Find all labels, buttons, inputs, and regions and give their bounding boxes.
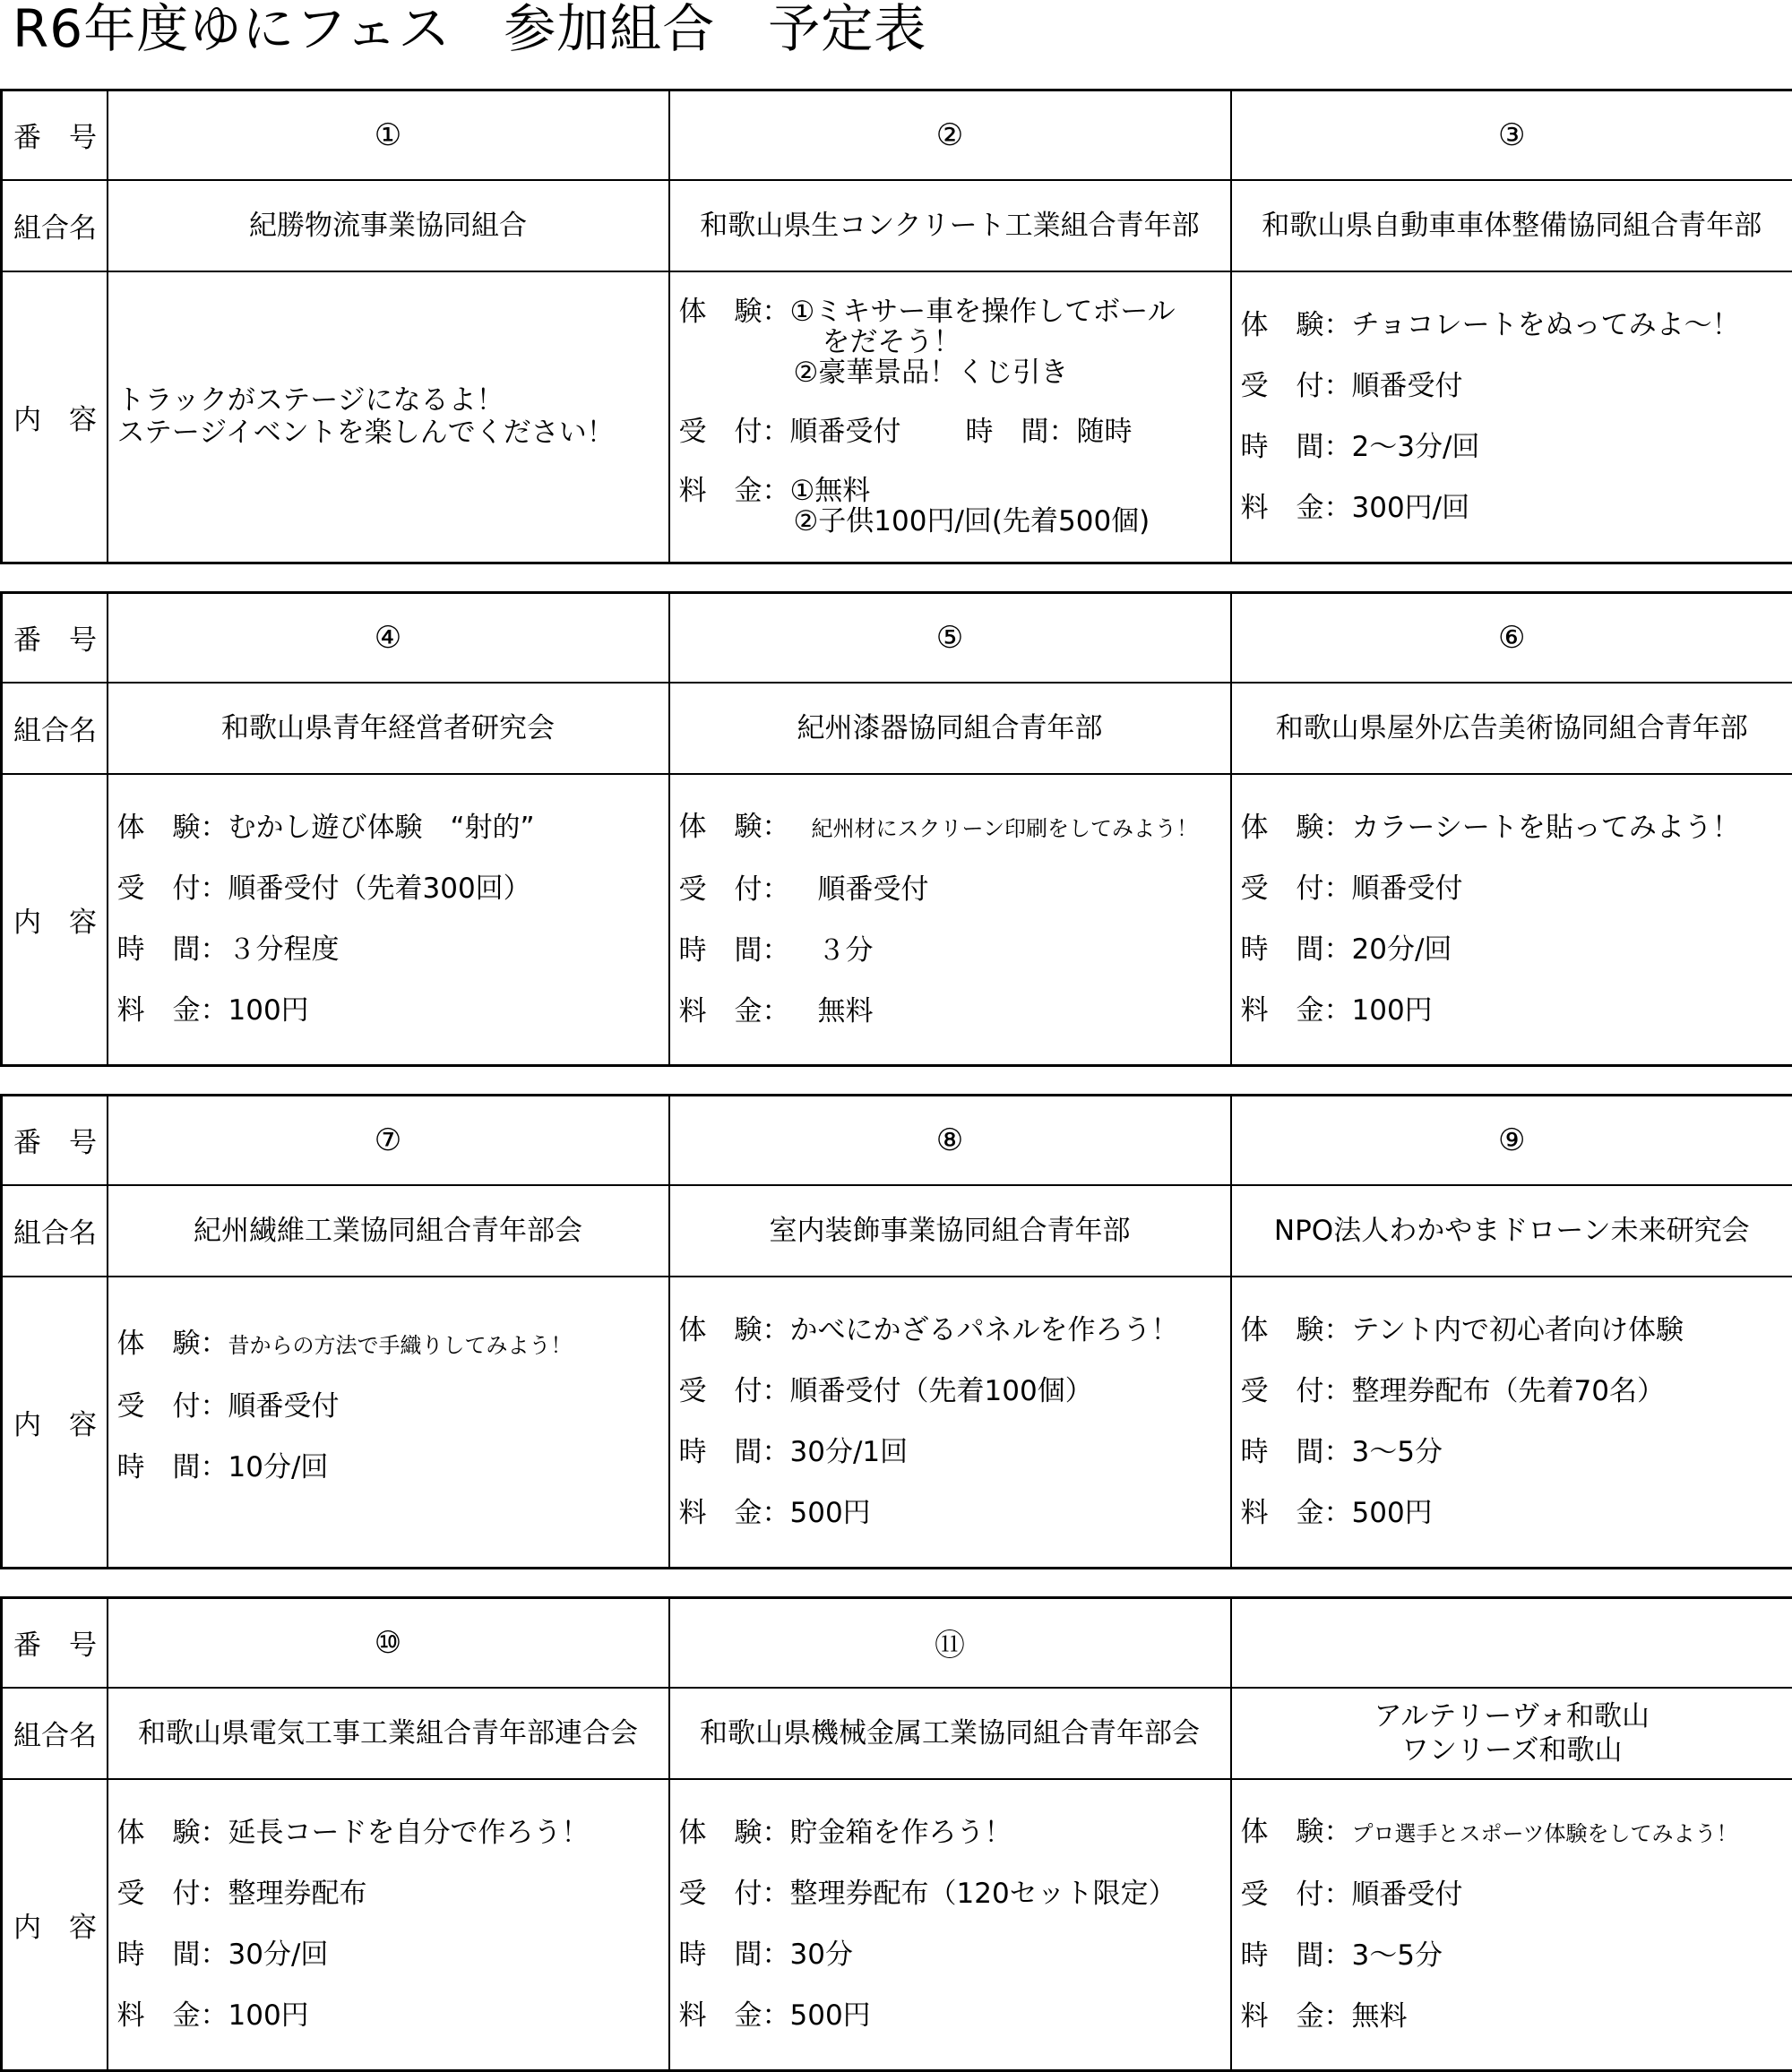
time-line: [1241, 1925, 1792, 1986]
experience-key: 体 験：: [678, 1817, 790, 1850]
time-value: ３分: [789, 934, 874, 967]
reception-line: [679, 1361, 1230, 1422]
content-cell: [1231, 271, 1792, 563]
reception-key: 受 付：: [1240, 1375, 1352, 1408]
fee-value: 100円: [1351, 994, 1433, 1027]
reception-key: 受 付：: [116, 873, 228, 906]
time-key: 時 間：: [965, 416, 1077, 449]
reception-value: 順番受付: [789, 416, 901, 449]
fee-value: ①無料: [789, 475, 871, 508]
fee-value: ②子供100円/回(先着500個): [793, 505, 1150, 538]
fee-line: [1241, 1986, 1792, 2047]
time-value: 3～5分: [1351, 1436, 1443, 1469]
experience-key: 体 験：: [1240, 309, 1352, 342]
reception-value: 整理券配布: [228, 1878, 367, 1911]
reception-line: [117, 1376, 668, 1437]
time-key: 時 間：: [1240, 933, 1352, 967]
fee-line: [1241, 1483, 1792, 1543]
experience-value: かべにかざるパネルを作ろう！: [789, 1314, 1179, 1347]
content-cell: [108, 1277, 669, 1569]
time-line: [117, 1924, 668, 1985]
time-value: 10分/回: [228, 1450, 329, 1483]
experience-key: 体 験：: [116, 812, 228, 845]
experience-line: [117, 1802, 668, 1863]
experience-line: [679, 297, 1230, 327]
number-label: 番 号: [2, 90, 108, 180]
fee-line: [1241, 477, 1792, 538]
reception-value: 順番受付: [1351, 1879, 1463, 1912]
time-line: [1241, 919, 1792, 980]
content-cell: [669, 1779, 1231, 2071]
number-label: 番 号: [2, 593, 108, 683]
number-row: [2, 1096, 1792, 1185]
experience-value: テント内で初心者向け体験: [1351, 1314, 1684, 1347]
time-value: 30分: [789, 1939, 853, 1972]
reception-key: 受 付：: [678, 416, 790, 449]
association-name-line: アルテリーヴォ和歌山: [1374, 1699, 1650, 1732]
content-cell: [108, 271, 669, 563]
time-line: [679, 920, 1230, 981]
name-row: [2, 1688, 1792, 1779]
time-value: 30分/回: [228, 1939, 329, 1972]
experience-value: 貯金箱を作ろう！: [789, 1817, 1012, 1850]
experience-line: [1241, 797, 1792, 858]
association-name: [1231, 1688, 1792, 1779]
fee-key: 料 金：: [678, 995, 790, 1028]
reception-key: 受 付：: [1240, 370, 1352, 403]
name-label: 組合名: [2, 180, 108, 271]
fee-value: 無料: [789, 995, 874, 1028]
entry-number: ⑤: [669, 593, 1231, 683]
association-name: 和歌山県電気工事工業組合青年部連合会: [108, 1688, 669, 1779]
entry-number: ⑩: [108, 1598, 669, 1688]
entry-number: ⑪: [669, 1598, 1231, 1688]
content-label: 内 容: [2, 1277, 108, 1569]
reception-line: [117, 1863, 668, 1924]
reception-key: 受 付：: [678, 1878, 790, 1911]
reception-value: 順番受付（先着300回）: [228, 873, 531, 906]
reception-line: [679, 1863, 1230, 1924]
name-row: [2, 180, 1792, 271]
fee-value: 300円/回: [1351, 492, 1470, 525]
experience-value: ②豪華景品！くじ引き: [793, 357, 1069, 390]
experience-line: [1241, 1300, 1792, 1361]
experience-value: をだそう！: [822, 326, 961, 359]
time-value: 30分/1回: [789, 1436, 909, 1469]
time-line: [1241, 417, 1792, 477]
association-name: 和歌山県屋外広告美術協同組合青年部: [1231, 683, 1792, 774]
experience-line-cont: [679, 327, 1230, 357]
experience-line: [117, 797, 668, 858]
experience-key: 体 験：: [678, 296, 790, 329]
experience-key: 体 験：: [116, 1817, 228, 1850]
content-cell: [108, 1779, 669, 2071]
fee-value: 無料: [1351, 2000, 1408, 2033]
content-line: ステージイベントを楽しんでください！: [116, 417, 615, 450]
time-value: 2～3分/回: [1351, 431, 1480, 464]
reception-value: 整理券配布（120セット限定）: [789, 1878, 1176, 1911]
experience-line: [117, 1313, 668, 1376]
reception-line: [117, 858, 668, 919]
entry-number: ③: [1231, 90, 1792, 180]
time-key: 時 間：: [116, 1939, 228, 1972]
experience-value: 延長コードを自分で作ろう！: [228, 1817, 590, 1850]
content-label: 内 容: [2, 774, 108, 1066]
number-row: [2, 593, 1792, 683]
experience-key: 体 験：: [678, 811, 790, 844]
time-key: 時 間：: [116, 1450, 228, 1483]
fee-line-2: [679, 506, 1230, 537]
fee-key: 料 金：: [1240, 492, 1352, 525]
fee-line: [679, 1483, 1230, 1543]
experience-value: カラーシートを貼ってみよう！: [1351, 812, 1740, 845]
reception-key: 受 付：: [678, 873, 790, 907]
content-cell: [669, 1277, 1231, 1569]
schedule-table-1: [0, 89, 1792, 564]
number-row: [2, 1598, 1792, 1688]
experience-value: ①ミキサー車を操作してボール: [789, 296, 1176, 329]
reception-value: 順番受付（先着100個）: [789, 1375, 1093, 1408]
fee-key: 料 金：: [1240, 2000, 1352, 2033]
entry-number: ⑦: [108, 1096, 669, 1185]
time-line: [1241, 1422, 1792, 1483]
time-key: 時 間：: [1240, 1436, 1352, 1469]
content-row: [2, 271, 1792, 563]
association-name: 室内装飾事業協同組合青年部: [669, 1185, 1231, 1277]
reception-line: [679, 859, 1230, 920]
experience-line: [1241, 295, 1792, 356]
entry-number: ④: [108, 593, 669, 683]
reception-value: 整理券配布（先着70名）: [1351, 1375, 1665, 1408]
experience-key: 体 験：: [116, 1327, 228, 1360]
experience-value: 昔からの方法で手織りしてみよう！: [228, 1332, 573, 1358]
experience-value: プロ選手とスポーツ体験をしてみよう！: [1351, 1821, 1738, 1847]
fee-line: [679, 981, 1230, 1042]
reception-key: 受 付：: [1240, 873, 1352, 906]
time-key: 時 間：: [678, 1436, 790, 1469]
fee-key: 料 金：: [116, 1999, 228, 2033]
time-key: 時 間：: [678, 1939, 790, 1972]
experience-key: 体 験：: [1240, 1816, 1352, 1849]
experience-value: チョコレートをぬってみよ～！: [1351, 309, 1740, 342]
time-line: [679, 1422, 1230, 1483]
content-cell: [1231, 774, 1792, 1066]
content-label: 内 容: [2, 1779, 108, 2071]
association-name: 和歌山県機械金属工業協同組合青年部会: [669, 1688, 1231, 1779]
number-label: 番 号: [2, 1598, 108, 1688]
content-cell: [669, 774, 1231, 1066]
content-row: [2, 774, 1792, 1066]
content-label: 内 容: [2, 271, 108, 563]
fee-key: 料 金：: [678, 1497, 790, 1530]
reception-line: [1241, 1864, 1792, 1925]
entry-number: [1231, 1598, 1792, 1688]
schedule-table-2: [0, 591, 1792, 1067]
reception-key: 受 付：: [1240, 1879, 1352, 1912]
association-name: 和歌山県青年経営者研究会: [108, 683, 669, 774]
time-key: 時 間：: [116, 933, 228, 967]
experience-value: 紀州材にスクリーン印刷をしてみよう！: [789, 816, 1199, 842]
fee-value: 500円: [1351, 1497, 1433, 1530]
reception-value: 順番受付: [1351, 370, 1463, 403]
experience-value: むかし遊び体験 “射的”: [228, 812, 535, 845]
page-title: R6年度ゆにフェス 参加組合 予定表: [13, 0, 927, 59]
content-row: [2, 1277, 1792, 1569]
time-value: 3～5分: [1351, 1939, 1443, 1973]
association-name: 紀州繊維工業協同組合青年部会: [108, 1185, 669, 1277]
time-key: 時 間：: [678, 934, 790, 967]
fee-key: 料 金：: [678, 475, 790, 508]
fee-line: [117, 980, 668, 1041]
entry-number: ②: [669, 90, 1231, 180]
time-line: [679, 1924, 1230, 1985]
fee-key: 料 金：: [116, 994, 228, 1027]
association-name: 紀勝物流事業協同組合: [108, 180, 669, 271]
experience-key: 体 験：: [678, 1314, 790, 1347]
entry-number: ⑧: [669, 1096, 1231, 1185]
association-name: 紀州漆器協同組合青年部: [669, 683, 1231, 774]
experience-line-2: [679, 357, 1230, 388]
content-line: トラックがステージになるよ！: [116, 384, 504, 417]
association-name: 和歌山県生コンクリート工業組合青年部: [669, 180, 1231, 271]
association-name-line: ワンリーズ和歌山: [1401, 1733, 1623, 1767]
name-row: [2, 683, 1792, 774]
experience-line: [679, 796, 1230, 859]
time-value: 随時: [1076, 416, 1133, 449]
content-cell: [669, 271, 1231, 563]
name-label: 組合名: [2, 683, 108, 774]
fee-value: 100円: [228, 1999, 309, 2033]
content-row: [2, 1779, 1792, 2071]
number-label: 番 号: [2, 1096, 108, 1185]
experience-line: [679, 1802, 1230, 1863]
reception-key: 受 付：: [116, 1389, 228, 1423]
fee-line: [1241, 980, 1792, 1041]
fee-line: [117, 1985, 668, 2046]
experience-line: [1241, 1801, 1792, 1864]
content-cell: [1231, 1277, 1792, 1569]
experience-key: 体 験：: [1240, 812, 1352, 845]
schedule-table-4: [0, 1596, 1792, 2072]
time-value: 20分/回: [1351, 933, 1452, 967]
reception-value: 順番受付: [1351, 873, 1463, 906]
time-line: [117, 919, 668, 980]
time-key: 時 間：: [1240, 1939, 1352, 1973]
reception-key: 受 付：: [678, 1375, 790, 1408]
fee-value: 100円: [228, 994, 309, 1027]
name-label: 組合名: [2, 1185, 108, 1277]
experience-line: [679, 1300, 1230, 1361]
association-name: NPO法人わかやまドローン未来研究会: [1231, 1185, 1792, 1277]
reception-line: [1241, 1361, 1792, 1422]
reception-value: 順番受付: [228, 1389, 340, 1423]
fee-value: 500円: [789, 1999, 871, 2033]
entry-number: ⑥: [1231, 593, 1792, 683]
fee-line: [679, 476, 1230, 506]
fee-key: 料 金：: [1240, 1497, 1352, 1530]
schedule-table-3: [0, 1094, 1792, 1569]
entry-number: ①: [108, 90, 669, 180]
time-line: [117, 1437, 668, 1498]
reception-key: 受 付：: [116, 1878, 228, 1911]
time-value: ３分程度: [228, 933, 340, 967]
name-row: [2, 1185, 1792, 1277]
fee-key: 料 金：: [678, 1999, 790, 2033]
association-name: 和歌山県自動車車体整備協同組合青年部: [1231, 180, 1792, 271]
fee-line: [679, 1985, 1230, 2046]
content-cell: [1231, 1779, 1792, 2071]
content-cell: [108, 774, 669, 1066]
entry-number: ⑨: [1231, 1096, 1792, 1185]
fee-value: 500円: [789, 1497, 871, 1530]
reception-line: [1241, 356, 1792, 417]
experience-key: 体 験：: [1240, 1314, 1352, 1347]
reception-line: [1241, 858, 1792, 919]
fee-key: 料 金：: [1240, 994, 1352, 1027]
reception-value: 順番受付: [789, 873, 929, 907]
time-key: 時 間：: [1240, 431, 1352, 464]
name-label: 組合名: [2, 1688, 108, 1779]
reception-time-line: [679, 417, 1230, 447]
number-row: [2, 90, 1792, 180]
